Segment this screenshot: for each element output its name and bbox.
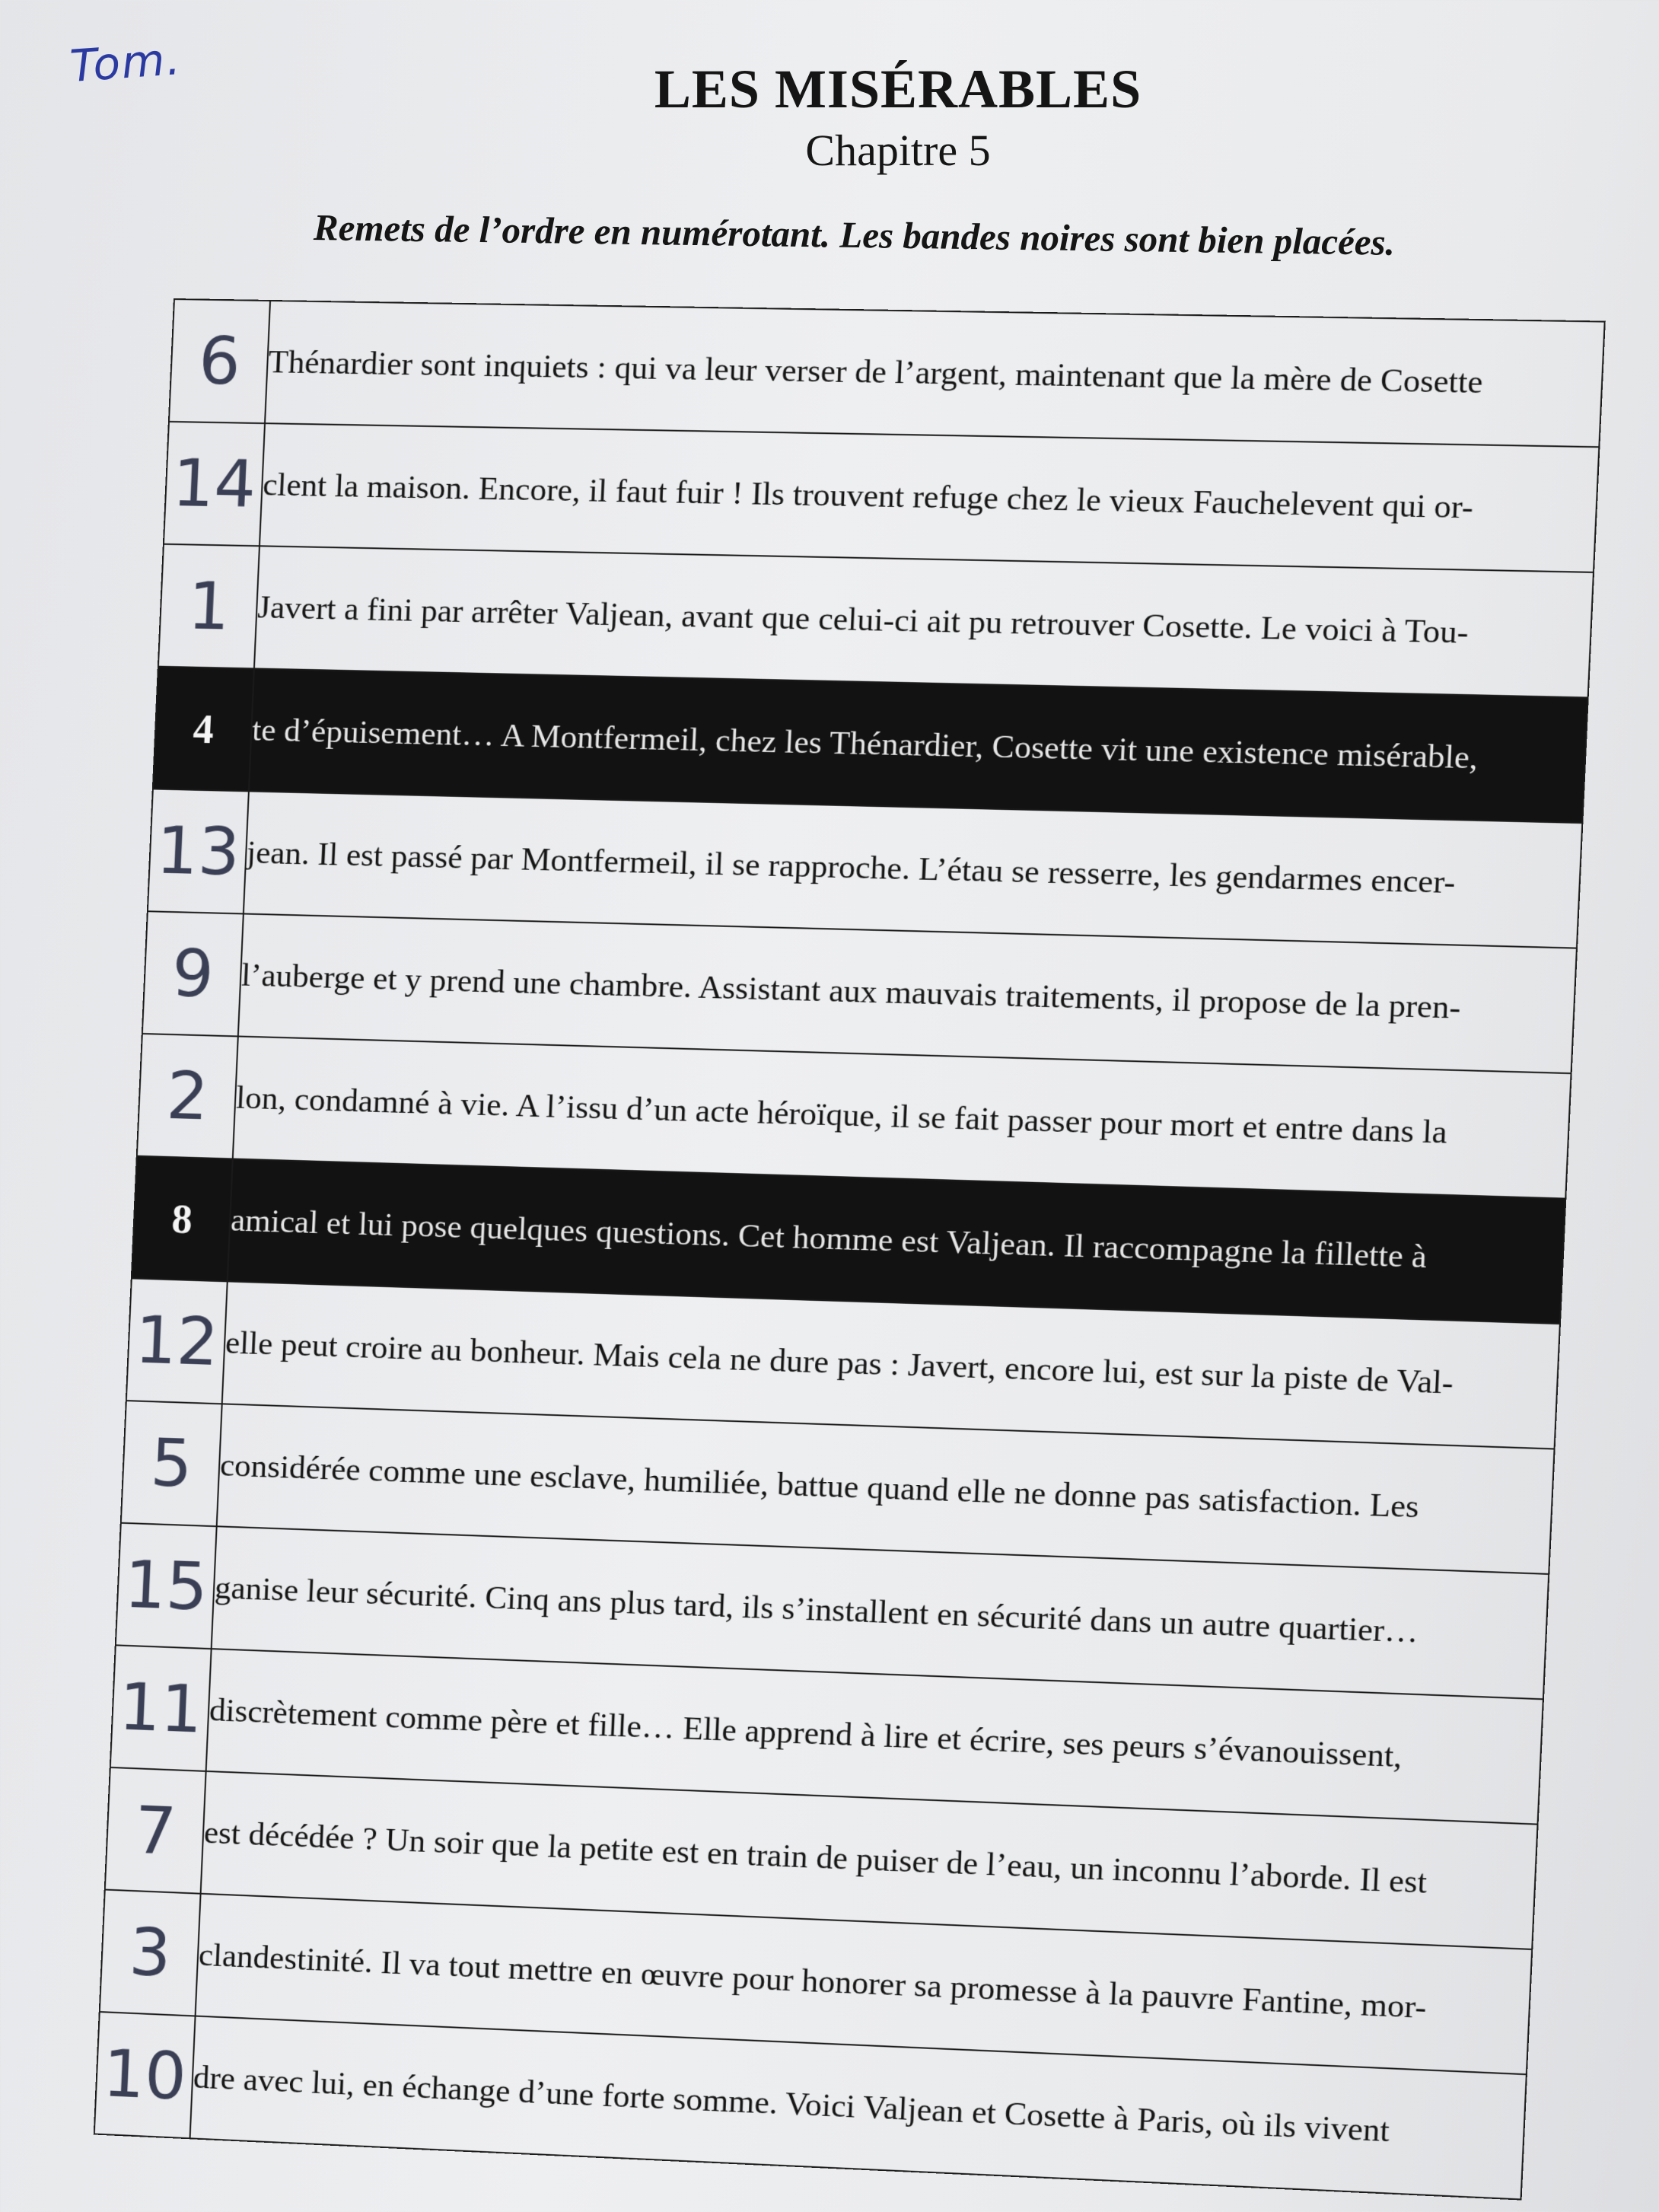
story-fragment-text: ganise leur sécurité. Cinq ans plus tard, ils s’installent en sécurité dans un autre quartier… — [212, 1526, 1549, 1699]
printed-order-number: 4 — [153, 667, 254, 792]
story-fragment-text: est décédée ? Un soir que la petite est en train de puiser de l’eau, un inconnu l’aborde. Il est — [201, 1771, 1538, 1949]
story-fragment-text: clandestinité. Il va tout mettre en œuvre pour honorer sa promesse à la pauvre Fantine, mor- — [196, 1894, 1533, 2074]
story-fragment-text: amical et lui pose quelques questions. Cet homme est Valjean. Il raccompagne la fillette à — [228, 1159, 1566, 1324]
page-title: LES MISÉRABLES — [654, 59, 1142, 120]
story-fragment-text: elle peut croire au bonheur. Mais cela ne dure pas : Javert, encore lui, est sur la piste de Val- — [222, 1281, 1560, 1449]
handwritten-student-name: Tom. — [68, 32, 183, 93]
printed-order-number: 8 — [132, 1156, 233, 1282]
handwritten-order-number[interactable]: 3 — [100, 1889, 201, 2016]
ordering-table — [94, 298, 1606, 2201]
story-fragment-text: l’auberge et y prend une chambre. Assistant aux mauvais traitements, il propose de la pren- — [238, 913, 1577, 1073]
exercise-instruction: Remets de l’ordre en numérotant. Les bandes noires sont bien placées. — [313, 206, 1396, 263]
handwritten-order-number[interactable]: 7 — [105, 1767, 206, 1894]
handwritten-order-number[interactable]: 1 — [158, 544, 260, 669]
story-fragment-text: discrètement comme père et fille… Elle apprend à lire et écrire, ses peurs s’évanouissent, — [206, 1649, 1543, 1825]
story-fragment-text: dre avec lui, en échange d’une forte somme. Voici Valjean et Cosette à Paris, où ils vivent — [190, 2016, 1527, 2200]
story-fragment-text: Thénardier sont inquiets : qui va leur verser de l’argent, maintenant que la mère de Cosette — [265, 301, 1605, 447]
story-fragment-text: te d’épuisement… A Montfermeil, chez les Thénardier, Cosette vit une existence misérable, — [249, 668, 1588, 823]
chapter-subtitle: Chapitre 5 — [805, 126, 991, 175]
handwritten-order-number[interactable]: 9 — [142, 911, 244, 1036]
handwritten-order-number[interactable]: 2 — [137, 1034, 238, 1159]
handwritten-order-number[interactable]: 6 — [169, 299, 270, 423]
story-fragment-text: clent la maison. Encore, il faut fuir ! Ils trouvent refuge chez le vieux Fauchelevent qui or- — [260, 423, 1599, 572]
ordering-table-container — [94, 298, 1605, 2187]
handwritten-order-number[interactable]: 15 — [116, 1523, 217, 1649]
handwritten-order-number[interactable]: 14 — [164, 422, 265, 546]
story-fragment-text: jean. Il est passé par Montfermeil, il se rapproche. L’étau se resserre, les gendarmes encer- — [244, 791, 1582, 948]
handwritten-order-number[interactable]: 10 — [94, 2012, 196, 2138]
handwritten-order-number[interactable]: 12 — [126, 1278, 228, 1404]
story-fragment-text: Javert a fini par arrêter Valjean, avant que celui-ci ait pu retrouver Cosette. Le voici à Tou- — [254, 546, 1594, 697]
handwritten-order-number[interactable]: 5 — [121, 1401, 222, 1526]
handwritten-order-number[interactable]: 11 — [110, 1645, 212, 1771]
story-fragment-text: considérée comme une esclave, humiliée, battue quand elle ne donne pas satisfaction. Les — [217, 1404, 1555, 1574]
story-fragment-text: lon, condamné à vie. A l’issu d’un acte héroïque, il se fait passer pour mort et entre dans la — [233, 1036, 1571, 1198]
handwritten-order-number[interactable]: 13 — [148, 789, 249, 913]
